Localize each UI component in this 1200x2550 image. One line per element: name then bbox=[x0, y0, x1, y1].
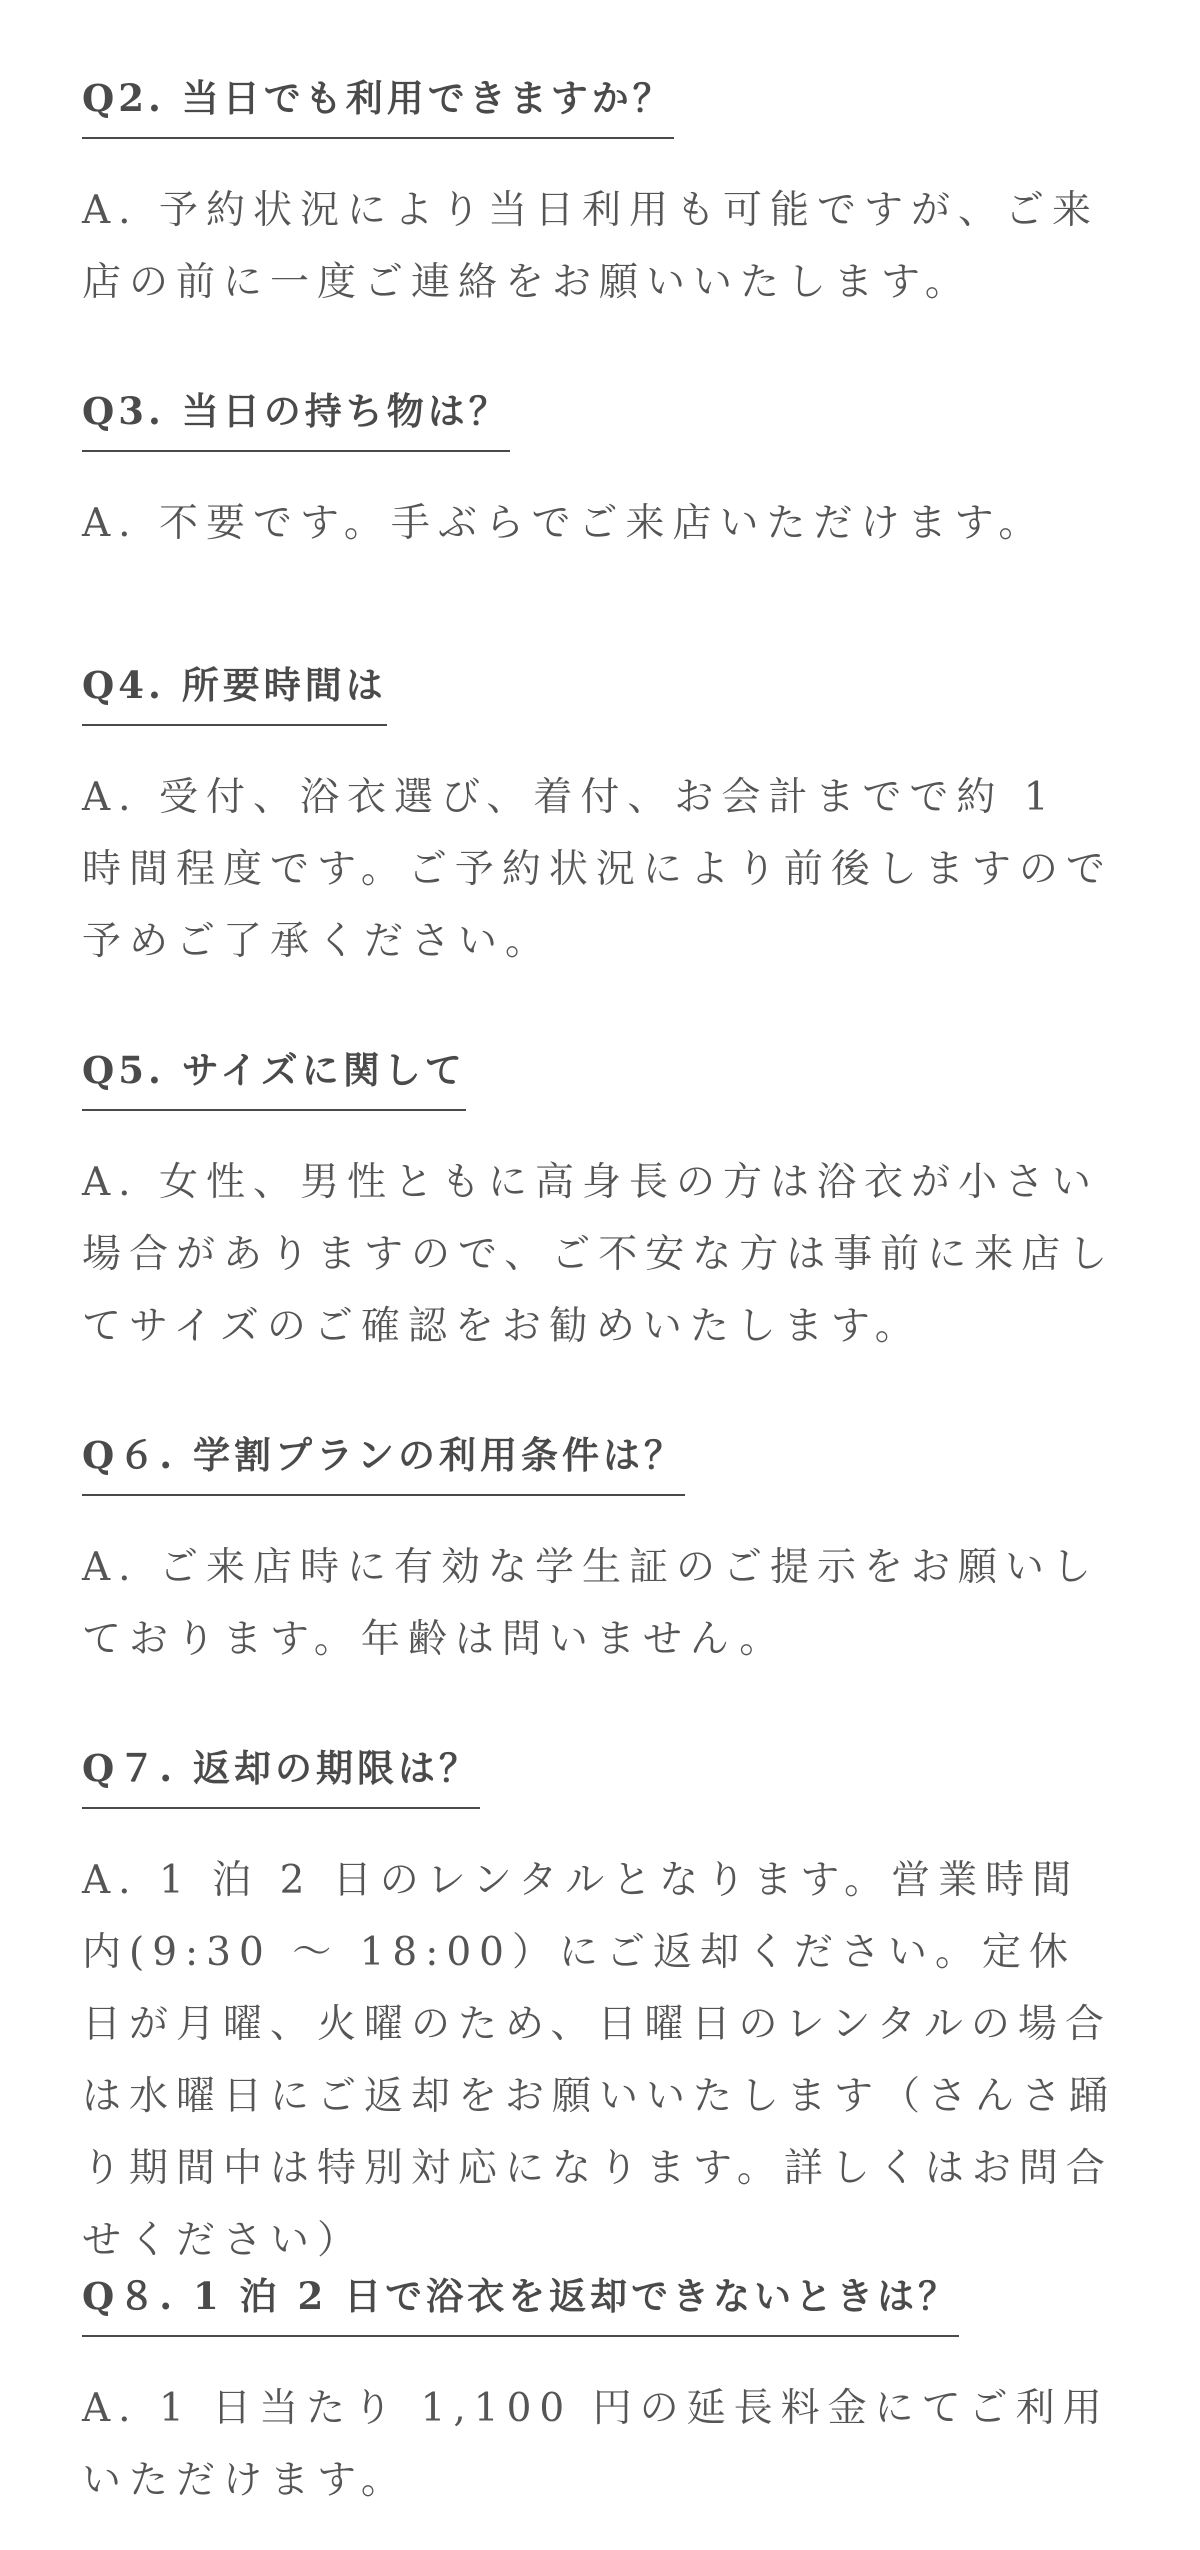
faq-answer: A. 1 泊 2 日のレンタルとなります。営業時間内(9:30 ～ 18:00）にご返却ください。定休日が月曜、火曜のため、日曜日のレンタルの場合は水曜日にご返却をお願いいたします（さんさ踊り期間中は特別対応になります。詳しくはお問合せください） bbox=[82, 1858, 1117, 2263]
faq-item-q2 bbox=[82, 76, 1122, 319]
faq-item-q8 bbox=[82, 2274, 1122, 2517]
faq-item-q5 bbox=[82, 1048, 1122, 1363]
faq-question: Q3. 当日の持ち物は？ bbox=[82, 393, 510, 452]
faq-item-q7 bbox=[82, 1746, 1122, 2277]
faq-question: Q８. 1 泊 2 日で浴衣を返却できないときは？ bbox=[82, 2278, 959, 2337]
faq-item-q6 bbox=[82, 1433, 1122, 1676]
faq-question: Q６. 学割プランの利用条件は？ bbox=[82, 1437, 685, 1496]
faq-answer: A. 予約状況により当日利用も可能ですが、ご来店の前に一度ご連絡をお願いいたします。 bbox=[82, 188, 1099, 305]
faq-question: Q2. 当日でも利用できますか？ bbox=[82, 80, 674, 139]
faq-question: Q5. サイズに関して bbox=[82, 1052, 466, 1111]
faq-answer: A. 1 日当たり 1,100 円の延長料金にてご利用いただけます。 bbox=[82, 2386, 1110, 2503]
faq-question: Q4. 所要時間は bbox=[82, 667, 387, 726]
faq-answer: A. ご来店時に有効な学生証のご提示をお願いしております。年齢は問いません。 bbox=[82, 1545, 1099, 1662]
faq-answer: A. 女性、男性ともに高身長の方は浴衣が小さい場合がありますので、ご不安な方は事前に来店してサイズのご確認をお勧めいたします。 bbox=[82, 1160, 1116, 1349]
faq-item-q4 bbox=[82, 663, 1122, 978]
faq-question: Q７. 返却の期限は？ bbox=[82, 1750, 480, 1809]
faq-answer: A. 不要です。手ぶらでご来店いただけます。 bbox=[82, 501, 1046, 546]
faq-answer: A. 受付、浴衣選び、着付、お会計までで約 1 時間程度です。ご予約状況により前後しますので予めご了承ください。 bbox=[82, 775, 1113, 964]
faq-item-q3 bbox=[82, 389, 1122, 560]
